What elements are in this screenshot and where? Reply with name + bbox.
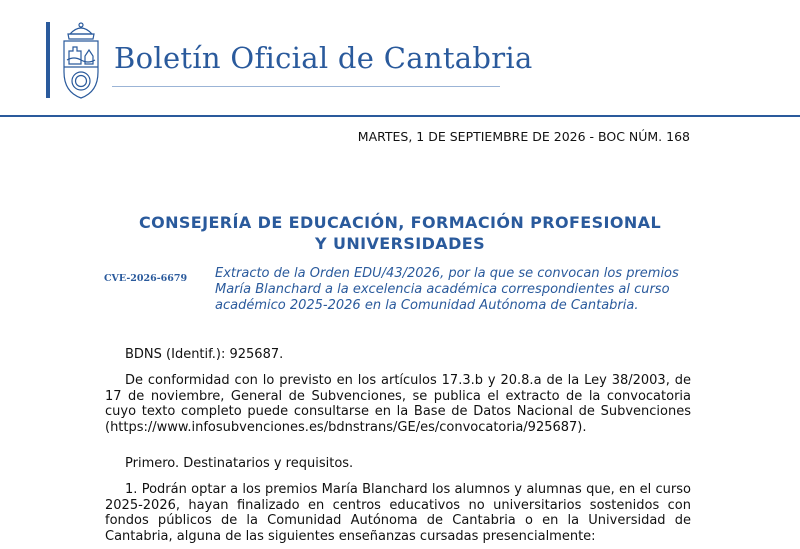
cve-code: CVE-2026-6679 [104,273,188,284]
section-primero-heading: Primero. Destinatarios y requisitos. [125,456,354,471]
header-accent-bar [46,22,50,98]
header-rule [0,115,800,117]
bulletin-title: Boletín Oficial de Cantabria [114,41,533,75]
title-underline [112,86,500,87]
body-paragraph-conformidad [105,373,691,435]
order-extract-summary: Extracto de la Orden EDU/43/2026, por la que se convocan los premios María Blanchard a la excelencia académica correspondientes al curso académico 2025-2026 en la Comunidad Autónoma de Cantabria. [215,266,679,313]
issue-dateline: MARTES, 1 DE SEPTIEMBRE DE 2026 - BOC NÚM. 168 [357,129,690,144]
body-paragraph-bdns [105,347,691,363]
department-heading-line2: Y UNIVERSIDADES [315,234,485,253]
department-heading [105,212,695,254]
conformidad-text: De conformidad con lo previsto en los artículos 17.3.b y 20.8.a de la Ley 38/2003, de 17 de noviembre, General de Subvenciones, se publica el extracto de la convocatoria cuyo texto completo puede consultarse en la Base de Datos Nacional de Subvenciones (https://www.infosubvenciones.es/bdnstrans/GE/es/convocatoria/925687). [105,373,691,435]
body-paragraph-punto1 [105,482,691,544]
department-heading-line1: CONSEJERÍA DE EDUCACIÓN, FORMACIÓN PROFESIONAL [138,213,662,232]
punto1-text: 1. Podrán optar a los premios María Blanchard los alumnos y alumnas que, en el curso 2025-2026, hayan finalizado en centros educativos no universitarios sostenidos con fondos públicos de la Comunidad Autónoma de Cantabria o en la Universidad de Cantabria, alguna de las siguientes enseñanzas cursadas presencialmente: [105,482,691,544]
page-header [0,0,800,118]
cantabria-coat-of-arms-icon [58,20,104,100]
bdns-identifier: BDNS (Identif.): 925687. [125,347,284,362]
body-paragraph-primero [105,456,691,472]
